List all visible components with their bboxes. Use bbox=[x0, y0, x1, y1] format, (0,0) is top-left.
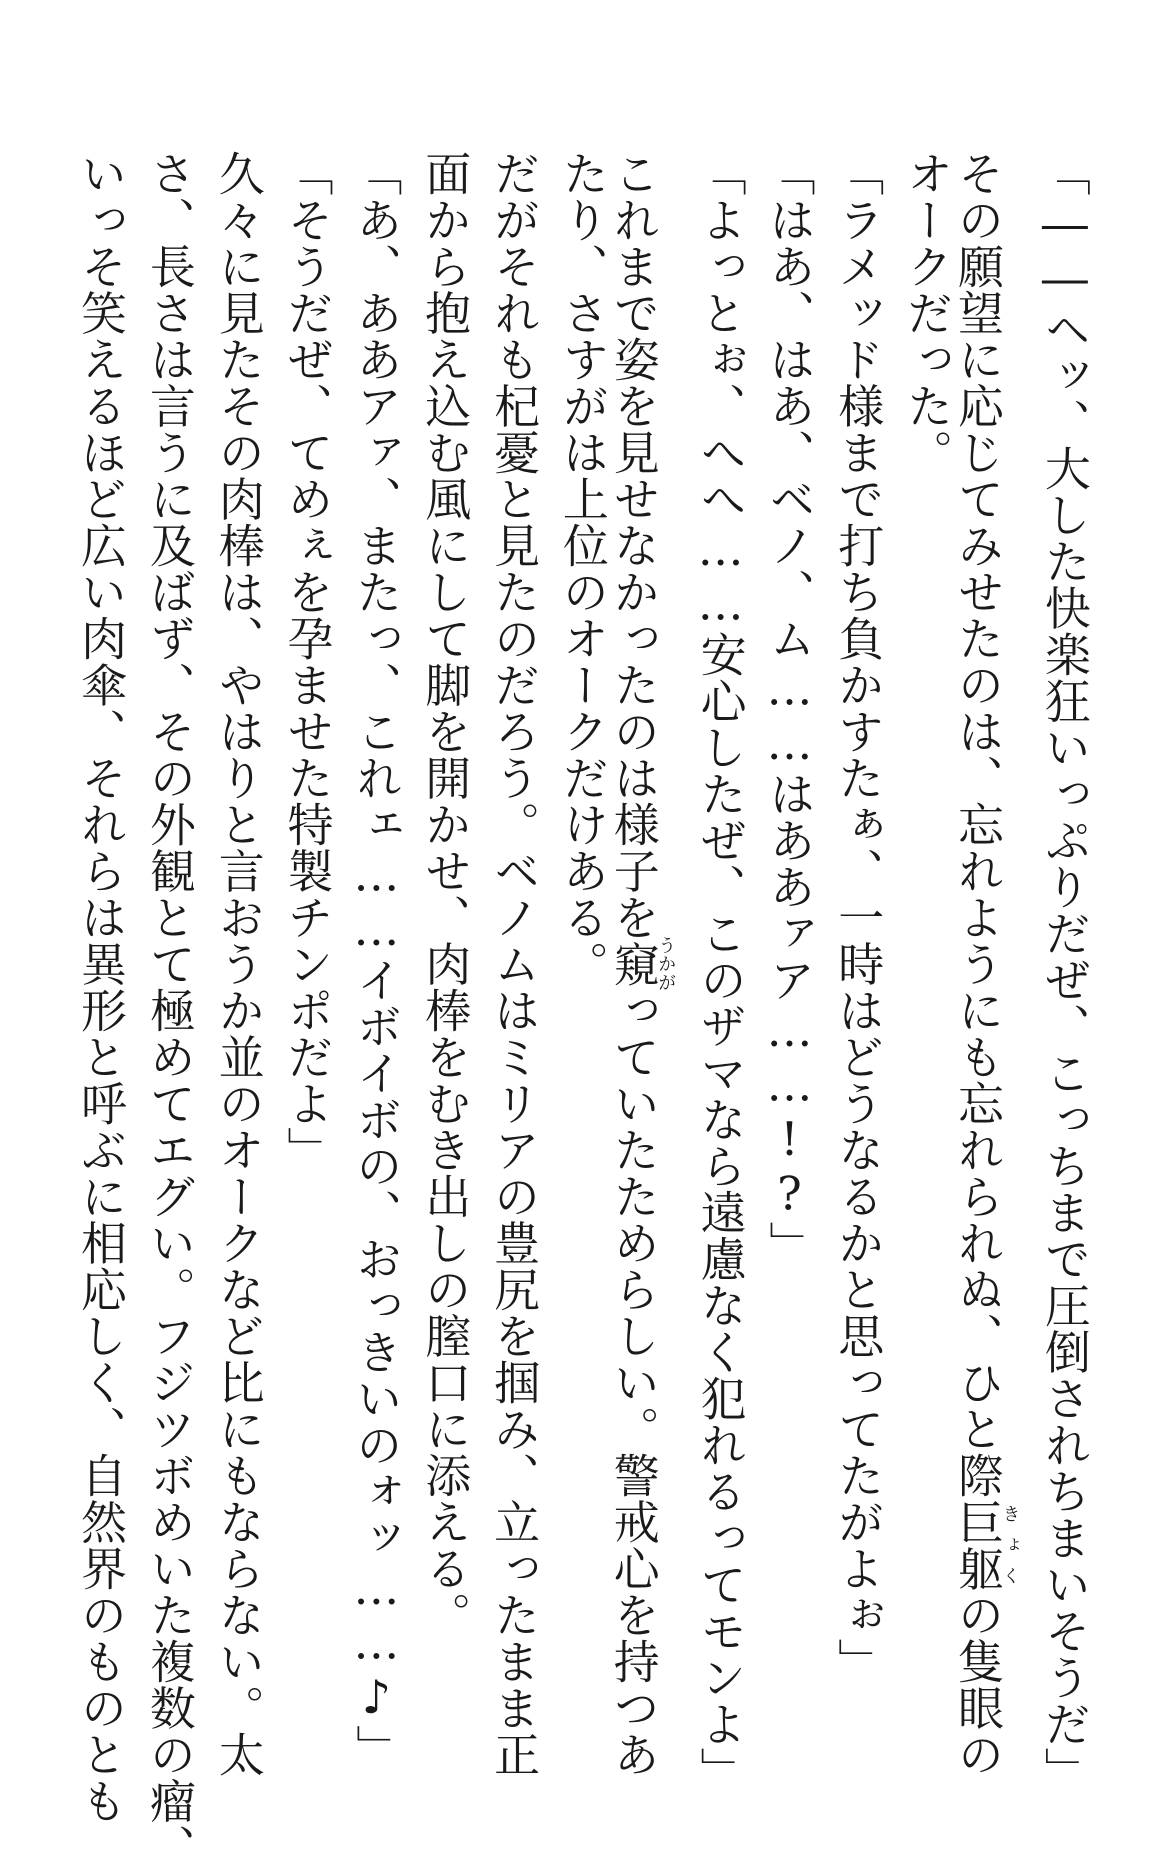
line-text: これまで姿を見せなかったのは様子を bbox=[606, 150, 661, 941]
text-line-9 bbox=[487, 150, 542, 1778]
text-line-6 bbox=[693, 150, 748, 1794]
text-line-13 bbox=[211, 150, 266, 1778]
line-text: 久々に見たその肉棒は、やはりと言おうか並のオークなど比にもならない。太 bbox=[211, 150, 266, 1778]
text-line-1 bbox=[1037, 150, 1092, 1794]
text-line-4 bbox=[831, 150, 886, 1685]
furigana-ukaga bbox=[606, 936, 677, 992]
ruby-text: きょく bbox=[999, 1498, 1021, 1592]
line-text: さ、長さは言うに及ばず、その外観とて極めてエグい。フジツボめいた複数の瘤、 bbox=[142, 150, 197, 1871]
text-line-8 bbox=[555, 150, 610, 1630]
text-line-5 bbox=[762, 150, 817, 1630]
text-line-3 bbox=[900, 150, 955, 1630]
line-text: 面から抱え込む風にして脚を開かせ、肉棒をむき出しの膣口に添える。 bbox=[418, 150, 473, 1638]
text-line-11 bbox=[349, 150, 404, 1771]
text-line-10 bbox=[418, 150, 473, 1638]
text-line-7 bbox=[606, 150, 677, 1778]
line-text: だがそれも杞憂と見たのだろう。ベノムはミリアの豊尻を掴み、立ったまま正 bbox=[487, 150, 542, 1778]
furigana-kyoku bbox=[950, 1498, 1021, 1592]
line-text: っていたためらしい。警戒心を持つあ bbox=[606, 987, 661, 1778]
text-line-14 bbox=[142, 150, 197, 1871]
ruby-base: 窺 bbox=[606, 936, 661, 992]
line-text: 「ラメッド様まで打ち負かすたぁ、一時はどうなるかと思ってたがよぉ」 bbox=[831, 150, 886, 1685]
line-text: その願望に応じてみせたのは、忘れようにも忘れられぬ、ひと際 bbox=[950, 150, 1005, 1499]
ruby-text: うかが bbox=[655, 936, 677, 992]
line-text: 「よっとぉ、へへ……安心したぜ、このザマなら遠慮なく犯れるってモンよ」 bbox=[693, 150, 748, 1794]
line-text: 「そうだぜ、てめぇを孕ませた特製チンポだよ」 bbox=[280, 150, 335, 1173]
text-line-12 bbox=[280, 150, 335, 1630]
line-text: たり、さすがは上位のオークだけある。 bbox=[555, 150, 610, 987]
ruby-base: 巨躯 bbox=[950, 1498, 1005, 1592]
line-text: 「――ヘッ、大した快楽狂いっぷりだぜ、こっちまで圧倒されちまいそうだ」 bbox=[1037, 150, 1092, 1794]
vertical-text-block bbox=[74, 150, 1092, 1871]
text-line-15 bbox=[74, 150, 128, 1824]
line-text: オークだった。 bbox=[900, 150, 955, 476]
text-line-2 bbox=[950, 150, 1021, 1778]
line-text: 「あ、ああアァ、またっ、これェ……イボイボの、おっきいのォッ……♪」 bbox=[349, 150, 404, 1771]
line-text: 「はあ、はあ、ベノ、ム……はああァア……!?」 bbox=[762, 150, 817, 1268]
line-text: の隻眼の bbox=[950, 1591, 1005, 1778]
line-text: いっそ笑えるほど広い肉傘、それらは異形と呼ぶに相応しく、自然界のものとも bbox=[74, 150, 128, 1824]
